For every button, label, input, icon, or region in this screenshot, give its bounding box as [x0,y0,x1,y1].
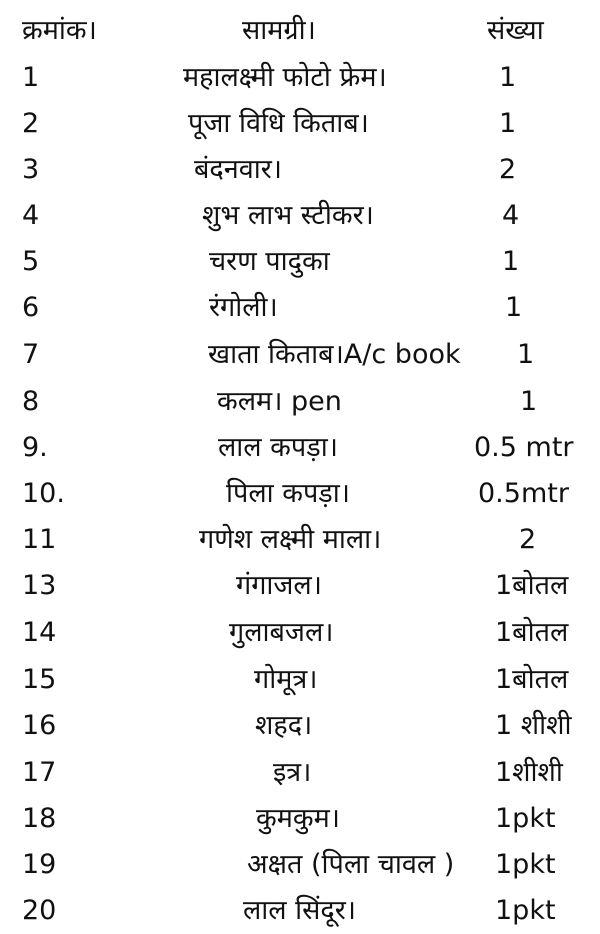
row-serial: 11 [22,524,57,555]
list-row [0,285,600,331]
row-item: गुलाबजल। [229,617,334,648]
row-item: लाल सिंदूर। [243,895,357,926]
row-serial: 6 [22,292,40,323]
list-row [0,563,600,609]
row-item: बंदनवार। [194,154,283,185]
row-serial: 1 [22,62,40,93]
row-qty: 1 [499,108,517,139]
list-row [0,610,600,656]
row-item: लाल कपड़ा। [218,432,338,463]
row-qty: 1pkt [495,803,556,834]
row-serial: 10. [22,478,65,509]
row-serial: 7 [22,339,40,370]
row-serial: 4 [22,200,40,231]
list-row [0,796,600,842]
row-qty: 1बोतल [495,570,569,601]
list-row [0,379,600,425]
row-serial: 8 [22,386,40,417]
row-item: कुमकुम। [256,803,340,834]
row-qty: 1 [505,292,523,323]
row-serial: 19 [22,849,57,880]
row-item: शुभ लाभ स्टीकर। [202,200,374,231]
row-qty: 1 शीशी [495,710,572,741]
row-serial: 15 [22,664,57,695]
row-serial: 16 [22,710,57,741]
row-qty: 1बोतल [495,617,569,648]
row-serial: 14 [22,617,57,648]
row-qty: 1 [502,246,520,277]
row-item: पूजा विधि किताब। [188,108,369,139]
row-item: पिला कपड़ा। [226,478,350,509]
list-row [0,703,600,749]
list-row [0,239,600,285]
row-qty: 2 [499,154,517,185]
list-row [0,101,600,147]
row-qty: 1 [499,62,517,93]
row-qty: 0.5mtr [478,478,569,509]
row-serial: 20 [22,895,57,926]
list-row [0,517,600,563]
row-serial: 9. [22,432,48,463]
row-qty: 1 [520,386,538,417]
header-row [0,8,600,54]
row-serial: 13 [22,570,57,601]
row-item: रंगोली। [209,292,278,323]
list-row [0,55,600,101]
row-qty: 1pkt [495,849,556,880]
list-row [0,842,600,888]
row-item: इत्र। [273,757,312,788]
list-row [0,750,600,796]
list-row [0,657,600,703]
row-qty: 4 [502,200,520,231]
row-item: अक्षत (पिला चावल ) [247,849,455,880]
header-qty: संख्या [487,15,544,46]
row-qty: 1pkt [495,895,556,926]
row-serial: 17 [22,757,57,788]
row-qty: 2 [519,524,537,555]
header-item: सामग्री। [242,15,316,46]
row-item: शहद। [255,710,313,741]
row-item: कलम। pen [217,386,342,417]
row-qty: 1बोतल [495,664,569,695]
header-serial: क्रमांक। [22,15,97,46]
row-qty: 0.5 mtr [474,432,574,463]
list-row [0,193,600,239]
list-row [0,147,600,193]
list-row [0,332,600,378]
row-item: खाता किताब।A/c book [208,339,461,370]
row-item: गणेश लक्ष्मी माला। [199,524,382,555]
row-qty: 1 [517,339,535,370]
row-item: गोमूत्र। [254,664,318,695]
row-serial: 3 [22,154,40,185]
row-item: चरण पादुका [209,246,330,277]
list-row [0,471,600,517]
list-row [0,425,600,471]
row-serial: 5 [22,246,40,277]
list-row [0,888,600,934]
row-qty: 1शीशी [495,757,563,788]
row-item: गंगाजल। [236,570,322,601]
row-serial: 2 [22,108,40,139]
row-item: महालक्ष्मी फोटो फ्रेम। [183,62,387,93]
row-serial: 18 [22,803,57,834]
